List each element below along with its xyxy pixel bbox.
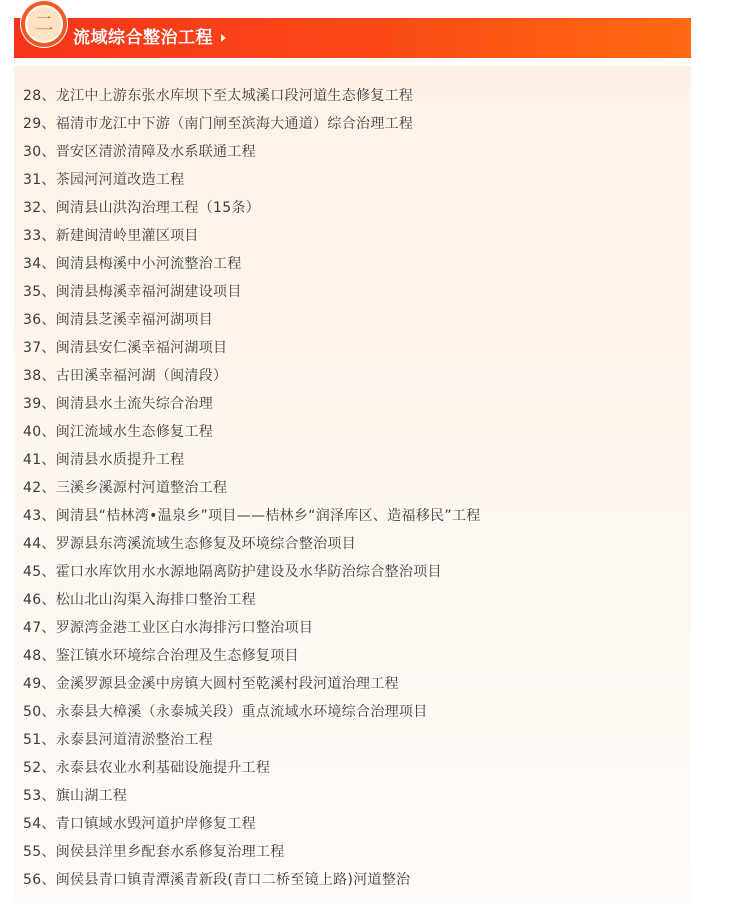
list-item: 30、晋安区清淤清障及水系联通工程 bbox=[23, 144, 256, 160]
list-item: 42、三溪乡溪源村河道整治工程 bbox=[23, 480, 228, 496]
list-item: 38、古田溪幸福河湖（闽清段） bbox=[23, 368, 228, 384]
list-item: 52、永泰县农业水利基础设施提升工程 bbox=[23, 760, 271, 776]
list-item: 53、旗山湖工程 bbox=[23, 788, 128, 804]
list-item: 56、闽侯县青口镇青潭溪青新段(青口二桥至镜上路)河道整治 bbox=[23, 872, 411, 888]
list-item: 32、闽清县山洪沟治理工程（15条） bbox=[23, 200, 261, 216]
list-item: 40、闽江流域水生态修复工程 bbox=[23, 424, 214, 440]
triangle-right-icon bbox=[221, 34, 226, 42]
list-item: 29、福清市龙江中下游（南门闸至滨海大通道）综合治理工程 bbox=[23, 116, 414, 132]
list-item: 34、闽清县梅溪中小河流整治工程 bbox=[23, 256, 242, 272]
list-item: 48、鉴江镇水环境综合治理及生态修复项目 bbox=[23, 648, 299, 664]
list-item: 41、闽清县水质提升工程 bbox=[23, 452, 185, 468]
list-item: 44、罗源县东湾溪流域生态修复及环境综合整治项目 bbox=[23, 536, 357, 552]
list-item: 49、金溪罗源县金溪中房镇大圆村至乾溪村段河道治理工程 bbox=[23, 676, 399, 692]
list-item: 46、松山北山沟渠入海排口整治工程 bbox=[23, 592, 256, 608]
list-item: 47、罗源湾金港工业区白水海排污口整治项目 bbox=[23, 620, 314, 636]
list-item: 31、茶园河河道改造工程 bbox=[23, 172, 185, 188]
list-item: 37、闽清县安仁溪幸福河湖项目 bbox=[23, 340, 228, 356]
list-item: 39、闽清县水土流失综合治理 bbox=[23, 396, 214, 412]
list-item: 43、闽清县“桔林湾•温泉乡”项目——桔林乡“润泽库区、造福移民”工程 bbox=[23, 508, 481, 524]
section-number-badge bbox=[20, 0, 68, 48]
list-item: 35、闽清县梅溪幸福河湖建设项目 bbox=[23, 284, 242, 300]
project-list bbox=[23, 82, 481, 894]
list-item: 51、永泰县河道清淤整治工程 bbox=[23, 732, 214, 748]
list-item: 33、新建闽清岭里灌区项目 bbox=[23, 228, 199, 244]
list-item: 36、闽清县芝溪幸福河湖项目 bbox=[23, 312, 214, 328]
list-item: 54、青口镇域水毁河道护岸修复工程 bbox=[23, 816, 256, 832]
list-item: 28、龙江中上游东张水库坝下至太城溪口段河道生态修复工程 bbox=[23, 88, 414, 104]
section-number: 二 bbox=[25, 5, 63, 43]
list-item: 50、永泰县大樟溪（永泰城关段）重点流域水环境综合治理项目 bbox=[23, 704, 428, 720]
list-item: 55、闽侯县洋里乡配套水系修复治理工程 bbox=[23, 844, 285, 860]
list-item: 45、霍口水库饮用水水源地隔离防护建设及水华防治综合整治项目 bbox=[23, 564, 442, 580]
section-title: 流域综合整治工程 bbox=[73, 28, 213, 48]
